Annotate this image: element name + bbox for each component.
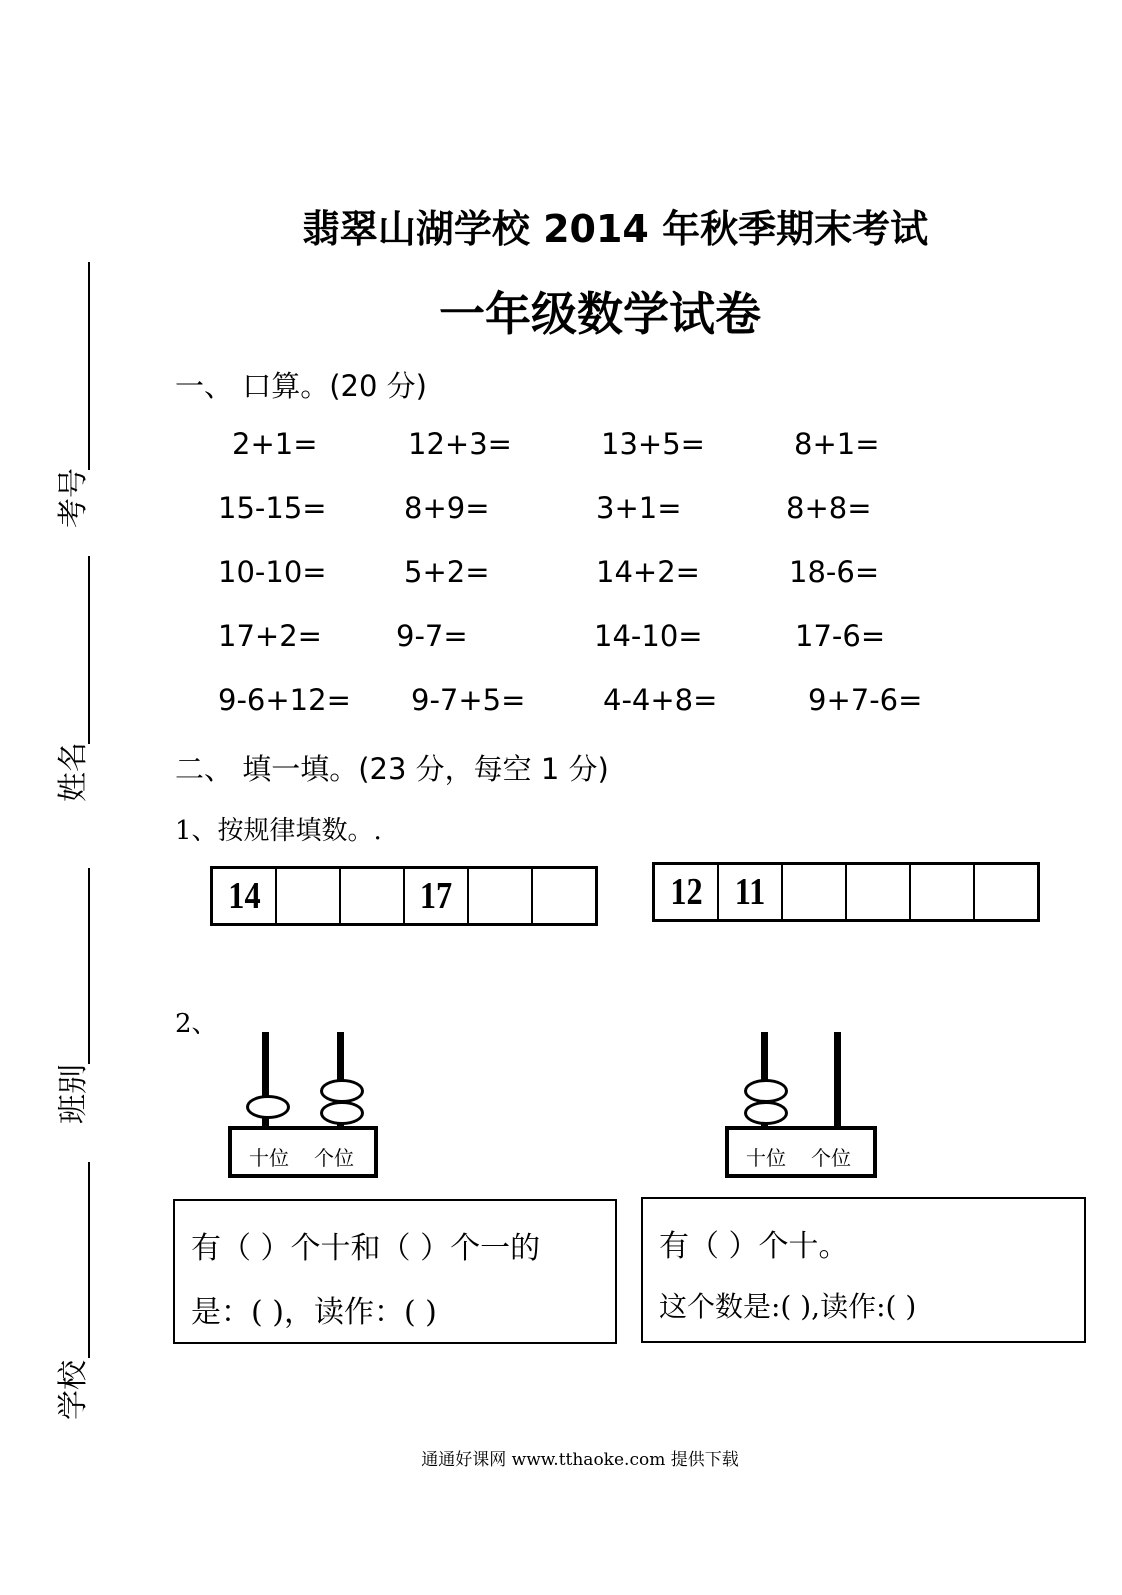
problem: 14+2= xyxy=(596,555,700,589)
margin-line-4 xyxy=(88,1162,90,1358)
place-value-base xyxy=(725,1126,877,1178)
problem: 8+9= xyxy=(404,491,490,525)
sequence-cell[interactable] xyxy=(473,868,527,925)
answer-line-1: 有（ ）个十和（ ）个一的 xyxy=(191,1231,541,1266)
sequence-box-1 xyxy=(210,866,598,926)
class-label: 班别 xyxy=(56,1064,91,1124)
student-name-label: 姓名 xyxy=(56,742,91,802)
sequence-cell: 12 xyxy=(658,864,713,921)
tens-bead xyxy=(246,1095,290,1119)
problem: 9-7= xyxy=(396,619,468,653)
problem: 15-15= xyxy=(218,491,327,525)
margin-line-2 xyxy=(88,556,90,744)
problem: 2+1= xyxy=(232,427,318,461)
sequence-cell: 14 xyxy=(216,868,271,925)
problem: 14-10= xyxy=(594,619,703,653)
ones-bead xyxy=(320,1101,364,1125)
sequence-cell[interactable] xyxy=(345,868,399,925)
problem: 3+1= xyxy=(596,491,682,525)
answer-line-2: 是：( )，读作：( ) xyxy=(191,1295,437,1330)
ones-bead xyxy=(320,1079,364,1103)
sequence-cell: 17 xyxy=(409,868,463,925)
sequence-cell[interactable] xyxy=(979,864,1034,921)
tens-label: 十位 xyxy=(746,1146,786,1170)
tens-bead xyxy=(744,1101,788,1125)
problem: 9-6+12= xyxy=(218,683,351,717)
answer-line-2: 这个数是:( ),读作:( ) xyxy=(659,1290,917,1323)
problem: 17-6= xyxy=(795,619,886,653)
answer-line-1: 有（ ）个十。 xyxy=(659,1229,849,1264)
problem: 18-6= xyxy=(789,555,880,589)
problem: 8+1= xyxy=(794,427,880,461)
ones-label: 个位 xyxy=(314,1146,354,1170)
school-label: 学校 xyxy=(56,1360,91,1420)
exam-title: 翡翠山湖学校 2014 年秋季期末考试 xyxy=(301,207,929,251)
sequence-cell[interactable] xyxy=(915,864,969,921)
problem: 4-4+8= xyxy=(603,683,718,717)
problem: 10-10= xyxy=(218,555,327,589)
problem: 9-7+5= xyxy=(411,683,526,717)
section-2-heading: 二、 填一填。(23 分，每空 1 分) xyxy=(175,752,609,786)
question-2-label: 2、 xyxy=(175,1009,218,1039)
problem: 9+7-6= xyxy=(808,683,923,717)
sequence-box-2 xyxy=(652,862,1040,922)
problem: 13+5= xyxy=(601,427,705,461)
problem: 8+8= xyxy=(786,491,872,525)
problem: 5+2= xyxy=(404,555,490,589)
ones-label: 个位 xyxy=(811,1146,851,1170)
ones-rod xyxy=(834,1032,841,1128)
section-1-heading: 一、 口算。(20 分) xyxy=(175,369,427,403)
sequence-cell[interactable] xyxy=(851,864,905,921)
sequence-cell: 11 xyxy=(723,864,777,921)
margin-line-3 xyxy=(88,868,90,1064)
answer-box-2 xyxy=(641,1197,1086,1343)
question-1-label: 1、按规律填数。. xyxy=(175,816,382,846)
place-value-base xyxy=(228,1126,378,1178)
problem: 17+2= xyxy=(218,619,322,653)
answer-box-1 xyxy=(173,1199,617,1344)
exam-number-label: 考号 xyxy=(56,468,91,528)
tens-bead xyxy=(744,1079,788,1103)
footer-text: 通通好课网 www.tthaoke.com 提供下载 xyxy=(421,1450,739,1470)
tens-label: 十位 xyxy=(249,1146,289,1170)
sequence-cell[interactable] xyxy=(281,868,335,925)
paper-subtitle: 一年级数学试卷 xyxy=(439,287,761,341)
sequence-cell[interactable] xyxy=(787,864,841,921)
sequence-cell[interactable] xyxy=(537,868,592,925)
problem: 12+3= xyxy=(408,427,512,461)
